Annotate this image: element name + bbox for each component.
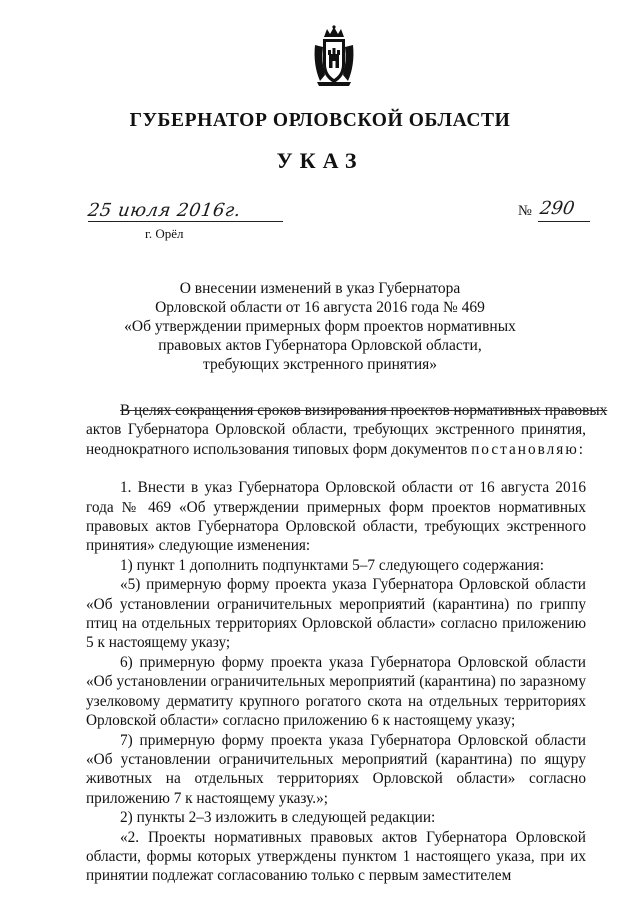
number-label: №: [518, 203, 532, 219]
preamble-body: актов Губернатора Орловской области, требующих экстренного принятия, неоднократного использования типовых форм документов: [86, 421, 586, 458]
paragraph-subitem-1: 1) пункт 1 дополнить подпунктами 5–7 следующего содержания:: [120, 556, 544, 574]
title-line: О внесении изменений в указ Губернатора: [179, 280, 461, 297]
title-line: Орловской области от 16 августа 2016 года № 469: [155, 299, 485, 316]
place-of-issue: г. Орёл: [145, 226, 184, 241]
paragraph-item-2-new: «2. Проекты нормативных правовых актов Губернатора Орловской области, формы которых утверждены пунктом 1 настоящего указа, при их принятии подлежат согласованию только с первым заместителем: [86, 828, 586, 885]
paragraph-subitem-6: 6) примерную форму проекта указа Губернатора Орловской области «Об установлении ограничительных мероприятий (карантина) по заразному узелковому дерматиту крупного рогатого скота на отдельных территориях Орловской области» согласно приложению 6 к настоящему указу;: [86, 653, 586, 730]
preamble-struck-line: В целях сокращения сроков визирования проектов нормативных правовых: [120, 402, 608, 419]
date-underline: [88, 221, 283, 222]
number-handwritten: 290: [538, 198, 576, 219]
title-line: «Об утверждении примерных форм проектов нормативных: [124, 318, 516, 335]
resolution-word: постановляю:: [471, 440, 585, 458]
paragraph-subitem-2: 2) пункты 2–3 изложить в следующей редакции:: [120, 809, 436, 827]
number-underline: [538, 221, 590, 222]
coat-of-arms-icon: [311, 25, 357, 87]
spacer: [86, 459, 586, 478]
document-type-heading: УКАЗ: [276, 148, 364, 173]
document-body: [86, 401, 608, 886]
title-line: правовых актов Губернатора Орловской области,: [158, 337, 482, 354]
issuing-authority-heading: ГУБЕРНАТОР ОРЛОВСКОЙ ОБЛАСТИ: [129, 110, 511, 131]
title-line: требующих экстренного принятия»: [203, 356, 437, 373]
paragraph-item-1: 1. Внести в указ Губернатора Орловской области от 16 августа 2016 года № 469 «Об утверждении примерных форм проектов нормативных правовых актов Губернатора Орловской области, требующих экстренного принятия» следующие изменения:: [86, 479, 586, 555]
document-title: [100, 279, 540, 374]
paragraph-subitem-5: «5) примерную форму проекта указа Губернатора Орловской области «Об установлении ограничительных мероприятий (карантина) по гриппу птиц на отдельных территориях Орловской области» согласно приложению 5 к настоящему указу;: [86, 576, 586, 652]
preamble-text: [86, 420, 586, 459]
paragraph-subitem-7: 7) примерную форму проекта указа Губернатора Орловской области «Об установлении ограничительных мероприятий (карантина) по ящуру животных на отдельных территориях Орловской области» согласно приложению 7 к настоящему указу.»;: [86, 731, 586, 807]
date-handwritten: 25 июля 2016г.: [86, 200, 243, 221]
